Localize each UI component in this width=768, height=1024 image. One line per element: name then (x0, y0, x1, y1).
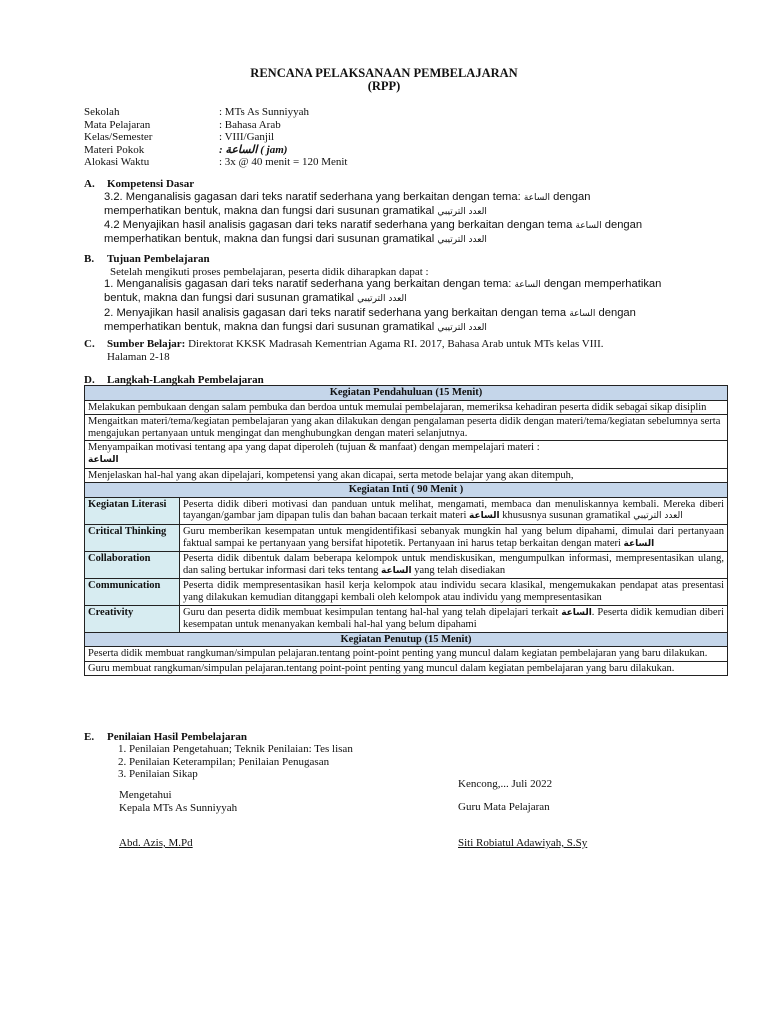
list-item: 1. Penilaian Pengetahuan; Teknik Penilaian: Tes lisan (129, 743, 353, 755)
signer-name-right: Siti Robiatul Adawiyah, S.Sy (458, 837, 588, 849)
activity-label: Collaboration (85, 552, 180, 579)
kd-text: 3.2. Menganalisis gagasan dari teks naratif sederhana yang berkaitan dengan tema: (104, 190, 521, 203)
row-text: yang telah disediakan (414, 564, 506, 576)
row-text: Peserta didik dibentuk dalam beberapa kelompok untuk mendiskusikan, mengumpulkan informasi, mempresentasikan ulang, dan saling bertukar informasi dari teks tentang (183, 553, 724, 576)
table-band-penutup: Kegiatan Penutup (15 Menit) (85, 632, 728, 647)
row-text: Menyampaikan motivasi tentang apa yang dapat diperoleh (tujuan & manfaat) dengan mempelajari materi : (88, 442, 540, 454)
arabic-term: الساعة (523, 192, 551, 203)
activity-text (180, 497, 728, 524)
kd-list (84, 191, 664, 248)
sign-label: Kepala MTs As Sunniyyah (119, 801, 238, 814)
table-row: Menjelaskan hal-hal yang akan dipelajari, kompetensi yang akan dicapai, serta metode belajar yang akan ditempuh, (85, 468, 728, 483)
table-row: Mengaitkan materi/tema/kegiatan pembelajaran yang akan dilakukan dengan pengalaman peserta didik dengan materi/tema/kegiatan sebelumnya serta mengajukan pertanyaan untuk mengingat dan menghubungkan dengan materi selanjutnya. (85, 415, 728, 441)
table-band-inti: Kegiatan Inti ( 90 Menit ) (85, 483, 728, 498)
arabic-term: العدد الترتيبي (437, 235, 487, 246)
identity-row (84, 144, 347, 157)
section-title: Kompetensi Dasar (107, 178, 195, 190)
table-row: Peserta didik membuat rangkuman/simpulan pelajaran.tentang point-point penting yang muncul dalam kegiatan pembelajaran yang baru dilakukan. (85, 647, 728, 662)
section-letter: E. (84, 731, 95, 743)
section-letter: C. (84, 338, 95, 350)
tujuan-text: 2. Menyajikan hasil analisis gagasan dari teks naratif sederhana yang berkaitan dengan tema (104, 306, 567, 319)
tujuan-text: 1. Menganalisis gagasan dari teks naratif sederhana yang berkaitan dengan tema: (104, 278, 512, 291)
kd-item (104, 191, 664, 219)
arabic-term: الساعة (561, 607, 592, 618)
identity-label: Kelas/Semester (84, 131, 153, 144)
section-letter: D. (84, 374, 95, 386)
identity-value: : 3x @ 40 menit = 120 Menit (219, 156, 348, 169)
kd-text: dengan memperhatikan bentuk, makna dan fungsi dari susunan gramatikal (104, 190, 591, 217)
section-title: Sumber Belajar: (107, 338, 186, 350)
signature-right: Guru Mata Pelajaran (458, 801, 550, 813)
activity-table (84, 385, 728, 676)
row-text: Guru dan peserta didik membuat kesimpulan tentang hal-hal yang telah dipelajari terkait (183, 606, 559, 618)
arabic-term: الساعة (575, 221, 602, 231)
table-row (85, 441, 728, 468)
signature-left (119, 789, 237, 814)
sumber-pages: Halaman 2-18 (107, 350, 170, 363)
identity-value: : Bahasa Arab (219, 118, 281, 131)
activity-text (180, 552, 728, 579)
tujuan-list (84, 278, 689, 335)
section-heading (84, 731, 353, 743)
identity-label: Materi Pokok (84, 143, 145, 156)
kd-text: 4.2 Menyajikan hasil analisis gagasan dari teks naratif sederhana yang berkaitan dengan tema (104, 219, 573, 231)
section-sumber-belajar (84, 338, 704, 363)
arabic-term: الساعة (88, 454, 119, 465)
section-tujuan-pembelajaran (84, 253, 695, 335)
table-band-pendahuluan: Kegiatan Pendahuluan (15 Menit) (85, 386, 728, 401)
identity-row (84, 119, 347, 132)
arabic-term: العدد الترتيبي (633, 511, 683, 522)
list-item: 2. Penilaian Keterampilan; Penilaian Penugasan (129, 756, 353, 768)
identity-label: Alokasi Waktu (84, 156, 150, 169)
row-text: Peserta didik diberi motivasi dan panduan untuk melihat, mengamati, membaca dan menuliskannya kembali. Mereka diberi tayangan/gambar jam dipapan tulis dan bahan bacaan terkait materi (183, 498, 724, 522)
activity-text: Peserta didik mempresentasikan hasil kerja kelompok atau individu secara klasikal, mengemukakan pendapat atas presentasi yang dilakukan kemudian ditanggapi kembali oleh kelompok atau individu yang mempresentasikan (180, 579, 728, 605)
identity-row (84, 156, 347, 169)
sign-label: Mengetahui (119, 789, 172, 801)
tujuan-intro: Setelah mengikuti proses pembelajaran, peserta didik diharapkan dapat : (110, 265, 429, 278)
tujuan-item (104, 278, 689, 306)
tujuan-text: dengan memperhatikan bentuk, makna dan fungsi dari susunan gramatikal (104, 306, 636, 333)
activity-label: Communication (85, 579, 180, 605)
section-kompetensi-dasar (84, 178, 664, 247)
section-heading (84, 253, 695, 266)
sumber-text: Direktorat KKSK Madrasah Kementrian Agama RI. 2017, Bahasa Arab untuk MTs kelas VIII. (188, 338, 604, 350)
section-letter: B. (84, 253, 95, 265)
arabic-term: الساعة (623, 538, 655, 549)
arabic-term: الساعة (569, 308, 596, 319)
activity-text (180, 605, 728, 632)
identity-value: : MTs As Sunniyyah (219, 106, 309, 118)
table-row: Melakukan pembukaan dengan salam pembuka dan berdoa untuk memulai pembelajaran, memeriksa kehadiran peserta didik sebagai sikap disiplin (85, 400, 728, 415)
identity-label: Mata Pelajaran (84, 118, 151, 131)
kd-text: dengan memperhatikan bentuk, makna dan fungsi dari susunan gramatikal (104, 219, 643, 246)
arabic-term: الساعة (514, 280, 541, 291)
penilaian-list (84, 743, 353, 780)
identity-label: Sekolah (84, 106, 120, 118)
identity-block (84, 106, 347, 169)
identity-value: : VIII/Ganjil (219, 131, 275, 144)
row-text: khususnya susunan gramatikal (502, 510, 631, 522)
arabic-term: الساعة (380, 565, 412, 576)
sumber-line (84, 338, 704, 351)
activity-label: Kegiatan Literasi (85, 497, 180, 524)
tujuan-item (104, 307, 689, 335)
table-row: Guru membuat rangkuman/simpulan pelajaran.tentang point-point penting yang muncul dalam kegiatan pembelajaran yang baru dilakukan. (85, 661, 728, 676)
section-penilaian (84, 731, 353, 780)
row-text: Guru memberikan kesempatan untuk mengidentifikasi sebanyak mungkin hal yang belum dipahami, dimulai dari pertanyaan faktual sampai ke pertanyaan yang bersifat hipotetik. Pertanyaan ini harus tetap berkaitan dengan materi (183, 525, 724, 549)
subtitle-line: (RPP) (367, 79, 401, 93)
place-date: Kencong,... Juli 2022 (458, 778, 553, 790)
tujuan-text: dengan memperhatikan bentuk, makna dan fungsi dari susunan gramatikal (104, 278, 662, 305)
section-heading (84, 338, 185, 350)
identity-row (84, 131, 347, 144)
section-title: Langkah-Langkah Pembelajaran (107, 374, 264, 386)
arabic-term: العدد الترتيبي (437, 206, 487, 217)
identity-row (84, 106, 347, 119)
activity-label: Creativity (85, 605, 180, 632)
list-item: 3. Penilaian Sikap (129, 768, 353, 780)
arabic-term: العدد الترتيبي (437, 322, 487, 333)
activity-label: Critical Thinking (85, 524, 180, 551)
section-title: Tujuan Pembelajaran (107, 253, 210, 265)
identity-value: : الساعة ( jam) (219, 143, 288, 156)
section-heading (84, 178, 664, 191)
kd-item (104, 219, 664, 247)
arabic-term: العدد الترتيبي (357, 294, 407, 305)
section-letter: A. (84, 178, 95, 190)
signer-name-left: Abd. Azis, M.Pd (119, 837, 193, 849)
document-title (0, 67, 768, 93)
activity-text (180, 524, 728, 551)
arabic-term: الساعة (469, 511, 500, 522)
row-text: . Peserta didik kemudian diberi kesempatan untuk menanyakan kembali hal-hal yang belum dipahami (183, 606, 724, 631)
title-line: RENCANA PELAKSANAAN PEMBELAJARAN (250, 66, 518, 80)
section-title: Penilaian Hasil Pembelajaran (107, 731, 247, 743)
